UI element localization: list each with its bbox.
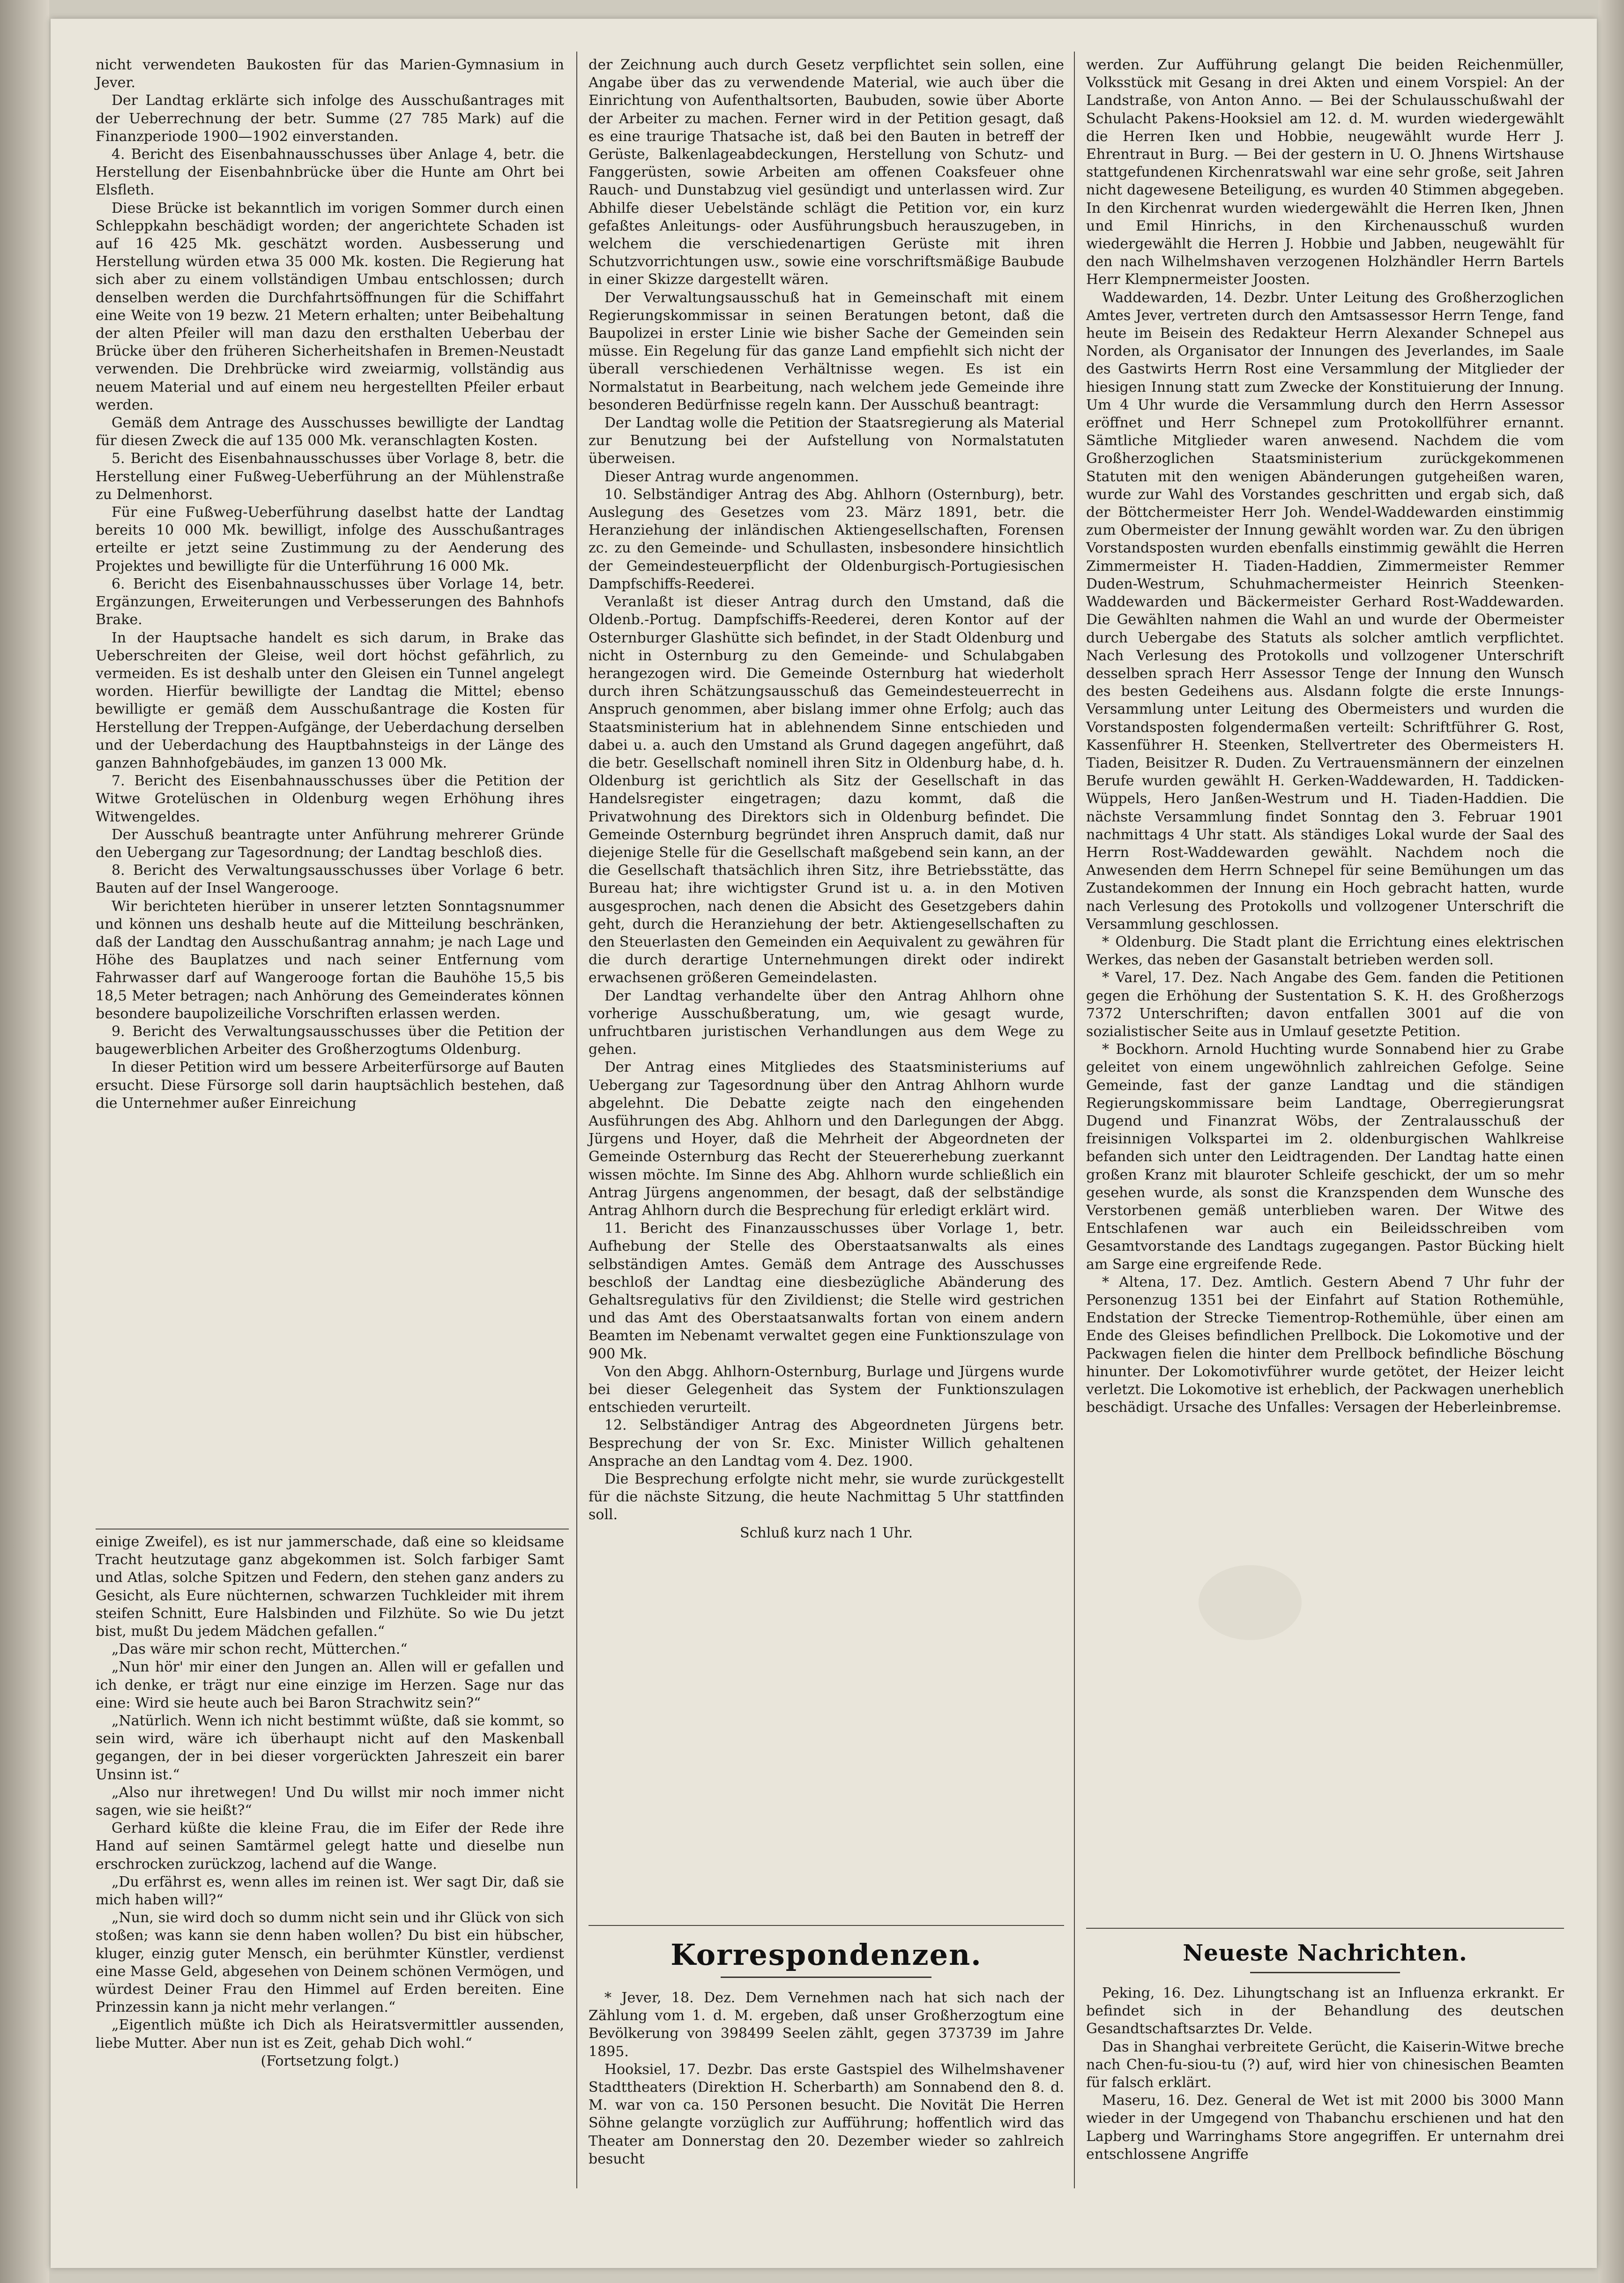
feuilleton-paragraph: „Natürlich. Wenn ich nicht bestimmt wüßte, daß sie kommt, so sein wird, wäre ich überhaupt nicht auf den Maskenball gegangen, der in bei dieser vorgerückten Jahreszeit ein barer Unsinn ist.“ (96, 1713, 564, 1783)
feuilleton-paragraph: „Nun hör' mir einer den Jungen an. Allen will er gefallen und ich denke, er trägt nur eine einzige im Herzen. Sage nur das eine: Wird sie heute auch bei Baron Strachwitz sein?“ (96, 1659, 564, 1711)
newspaper-page (51, 19, 1597, 2268)
article-paragraph: In dieser Petition wird um bessere Arbeiterfürsorge auf Bauten ersucht. Diese Fürsorge soll darin hauptsächlich bestehen, daß die Unternehmer außer Einreichung (96, 1059, 564, 1112)
feuilleton-paragraph: Gerhard küßte die kleine Frau, die im Eifer der Rede ihre Hand auf seinen Samtärmel gelegt hatte und dieselbe nun erschrocken zurückzog, lachend auf die Wange. (96, 1820, 564, 1873)
news-item: Das in Shanghai verbreitete Gerücht, die Kaiserin-Witwe breche nach Chen-fu-siou-tu (?) auf, wird hier von chinesischen Beamten für falsch erklärt. (1086, 2038, 1564, 2091)
article-paragraph: nicht verwendeten Baukosten für das Marien-Gymnasium in Jever. (96, 57, 564, 91)
article-paragraph: Gemäß dem Antrage des Ausschusses bewilligte der Landtag für diesen Zweck die auf 135 000 Mk. veranschlagten Kosten. (96, 415, 564, 449)
continuation-note: (Fortsetzung folgt.) (261, 2052, 399, 2069)
article-paragraph: Der Antrag eines Mitgliedes des Staatsministeriums auf Uebergang zur Tagesordnung über den Antrag Ahlhorn wurde abgelehnt. Die Debatte zeigte nach den eingehenden Ausführungen des Abg. Ahlhorn und den Darlegungen der Abgg. Jürgens und Hoyer, daß die Mehrheit der Abgeordneten der Gemeinde Osternburg das Recht der Steuererhebung zuerkannt wissen möchte. Im Sinne des Abg. Ahlhorn wurde schließlich ein Antrag Jürgens angenommen, der besagt, daß der selbständige Antrag Ahlhorn durch die Besprechung für erledigt erklärt wird. (589, 1059, 1064, 1219)
news-item: Maseru, 16. Dez. General de Wet ist mit 2000 bis 3000 Mann wieder in der Umgegend von Thabanchu erschienen und hat den Lapberg und Warringhams Store angegriffen. Er unternahm drei entschlossene Angriffe (1086, 2092, 1564, 2163)
article-paragraph: Der Landtag verhandelte über den Antrag Ahlhorn ohne vorherige Ausschußberatung, um, wie gesagt wurde, unfruchtbaren juristischen Verhandlungen aus dem Wege zu gehen. (589, 987, 1064, 1058)
article-paragraph: 10. Selbständiger Antrag des Abg. Ahlhorn (Osternburg), betr. Auslegung des Gesetzes vom 23. März 1891, betr. die Heranziehung der inländischen Aktiengesellschaften, Forensen zc. zu den Gemeinde- und Schullasten, insbesondere hinsichtlich der Gemeindesteuerpflicht der Oldenburgisch-Portugiesischen Dampfschiffs-Reederei. (589, 486, 1064, 592)
article-paragraph: Der Landtag wolle die Petition der Staatsregierung als Material zur Benutzung bei der Aufstellung von Normalstatuten überweisen. (589, 415, 1064, 467)
scan-edge-left (0, 0, 49, 2283)
article-paragraph: Für eine Fußweg-Ueberführung daselbst hatte der Landtag bereits 10 000 Mk. bewilligt, infolge des Ausschußantrages erteilte er jetzt seine Zustimmung zu der Aenderung des Projektes und bewilligte für die Unterführung 16 000 Mk. (96, 504, 564, 574)
article-paragraph: 5. Bericht des Eisenbahnausschusses über Vorlage 8, betr. die Herstellung einer Fußweg-Ueberführung an der Mühlenstraße zu Delmenhorst. (96, 450, 564, 503)
article-paragraph: * Altena, 17. Dez. Amtlich. Gestern Abend 7 Uhr fuhr der Personenzug 1351 bei der Einfahrt auf Station Rothemühle, Endstation der Strecke Tiementrop-Rothemühle, über einen am Ende des Gleises befindlichen Prellbock. Die Lokomotive und der Packwagen fielen die hinter dem Prellbock befindliche Böschung hinunter. Der Lokomotivführer wurde getötet, der Heizer leicht verletzt. Die Lokomotive ist erheblich, der Packwagen unerheblich beschädigt. Ursache des Unfalles: Versagen der Heberleinbremse. (1086, 1274, 1564, 1416)
column-2 (589, 56, 1064, 1542)
correspondence-section (589, 1989, 1064, 2168)
column-1 (96, 56, 564, 1112)
section-rule-col3 (1086, 1928, 1564, 1929)
article-paragraph: Dieser Antrag wurde angenommen. (604, 468, 859, 485)
article-paragraph: 7. Bericht des Eisenbahnausschusses über die Petition der Witwe Grotelüschen in Oldenburg wegen Erhöhung ihres Witwengeldes. (96, 773, 564, 825)
scan-edge-right (1598, 0, 1624, 2283)
article-paragraph: In der Hauptsache handelt es sich darum, in Brake das Ueberschreiten der Gleise, weil dort höchst gefährlich, zu vermeiden. Es ist deshalb unter den Gleisen ein Tunnel angelegt worden. Hierfür bewilligte der Landtag die Mittel; ebenso bewilligte er gemäß dem Ausschußantrage die Kosten für Herstellung der Treppen-Aufgänge, der Ueberdachung derselben und der Ueberdachung des Hauptbahnsteigs in der Länge des ganzen Bahnhofgebäudes, im ganzen 13 000 Mk. (96, 629, 564, 771)
article-paragraph: 6. Bericht des Eisenbahnausschusses über Vorlage 14, betr. Ergänzungen, Erweiterungen und Verbesserungen des Bahnhofs Brake. (96, 575, 564, 628)
article-paragraph: werden. Zur Aufführung gelangt Die beiden Reichenmüller, Volksstück mit Gesang in drei Akten und einem Vorspiel: An der Landstraße, von Anton Anno. — Bei der Schulausschußwahl der Schulacht Pakens-Hooksiel am 12. d. M. wurden wiedergewählt die Herren Iken und Hobbie, neugewählt wurde Herr J. Ehrentraut in Burg. — Bei der gestern in U. O. Jhnens Wirtshause stattgefundenen Kirchenratswahl war eine sehr große, seit Jahren nicht dagewesene Beteiligung, es wurden 40 Stimmen abgegeben. In den Kirchenrat wurden wiedergewählt die Herren Iken, Jhnen und Emil Hinrichs, in den Kirchenausschuß wurden wiedergewählt die Herren J. Hobbie und Jabben, neugewählt für den nach Wilhelmshaven verzogenen Holzhändler Herrn Bartels Herr Klempnermeister Joosten. (1086, 57, 1564, 288)
feuilleton-paragraph: „Du erfährst es, wenn alles im reinen ist. Wer sagt Dir, daß sie mich haben will?“ (96, 1873, 564, 1909)
session-close-note: Schluß kurz nach 1 Uhr. (739, 1524, 913, 1541)
column-3 (1086, 56, 1564, 1417)
heading-underline (1250, 1972, 1400, 1973)
article-paragraph: 11. Bericht des Finanzausschusses über Vorlage 1, betr. Aufhebung der Stelle des Oberstaatsanwalts als eines selbständigen Amtes. Gemäß dem Antrage des Ausschusses beschloß der Landtag eine diesbezügliche Abänderung des Gehaltsregulativs für den Zivildienst; die Stelle wird gestrichen und das Amt des Oberstaatsanwalts fortan von einem andern Beamten im Nebenamt verwaltet gegen eine Funktionszulage von 900 Mk. (589, 1220, 1064, 1362)
article-paragraph: 4. Bericht des Eisenbahnausschusses über Anlage 4, betr. die Herstellung der Eisenbahnbrücke über die Hunte am Ohrt bei Elsfleth. (96, 146, 564, 199)
feuilleton-paragraph: „Eigentlich müßte ich Dich als Heiratsvermittler aussenden, liebe Mutter. Aber nun ist es Zeit, gehab Dich wohl.“ (96, 2017, 564, 2052)
feuilleton-paragraph: einige Zweifel), es ist nur jammerschade, daß eine so kleidsame Tracht heutzutage ganz abgekommen ist. Solch farbiger Samt und Atlas, solche Spitzen und Federn, den stehen ganz anders zu Gesicht, als Eure nüchternen, schwarzen Tuchkleider mit ihrem steifen Schnitt, Eure Halsbinden und Filzhüte. So wie Du jetzt bist, mußt Du jedem Mädchen gefallen.“ (96, 1534, 564, 1640)
article-paragraph: Diese Brücke ist bekanntlich im vorigen Sommer durch einen Schleppkahn beschädigt worden; der angerichtete Schaden ist auf 16 425 Mk. geschätzt worden. Ausbesserung und Herstellung würden etwa 35 000 Mk. kosten. Die Regierung hat sich aber zu einem vollständigen Umbau entschlossen; durch denselben werden die Durchfahrtsöffnungen für die Schiffahrt eine Weite von 19 bezw. 21 Metern erhalten; unter Beibehaltung der alten Pfeiler will man dazu den ersthalten Ueberbau der Brücke über den früheren Sicherheitshafen in Bremen-Neustadt verwenden. Die Drehbrücke wird zweiarmig, vollständig aus neuem Material und auf einem neu hergestellten Pfeiler erbaut werden. (96, 200, 564, 413)
article-paragraph: Wir berichteten hierüber in unserer letzten Sonntagsnummer und können uns deshalb heute auf die Mitteilung beschränken, daß der Landtag den Ausschußantrag annahm; je nach Lage und Höhe des Bauplatzes und nach seiner Entfernung vom Fahrwasser darf auf Wangerooge fortan die Bauhöhe 15,5 bis 18,5 Meter betragen; nach Anhörung des Gemeinderates können besondere baupolizeiliche Vorschriften erlassen werden. (96, 898, 564, 1022)
article-paragraph: 9. Bericht des Verwaltungsausschusses über die Petition der baugewerblichen Arbeiter des Großherzogtums Oldenburg. (96, 1023, 564, 1058)
article-paragraph: Die Besprechung erfolgte nicht mehr, sie wurde zurückgestellt für die nächste Sitzung, die heute Nachmittag 5 Uhr stattfinden soll. (589, 1471, 1064, 1523)
article-paragraph: * Varel, 17. Dez. Nach Angabe des Gem. fanden die Petitionen gegen die Erhöhung der Sustentation S. K. H. des Großherzogs 7372 Unterschriften; davon entfallen 3001 auf die von sozialistischer Seite aus in Umlauf gesetzte Petition. (1086, 970, 1564, 1040)
column-rule-2 (1074, 52, 1075, 2188)
feuilleton-paragraph: „Nun, sie wird doch so dumm nicht sein und ihr Glück von sich stoßen; was kann sie denn haben wollen? Du bist ein hübscher, kluger, einzig guter Mensch, ein berühmter Künstler, verdienst eine Masse Geld, abgesehen von Deinem schönen Vermögen, und würdest Deiner Frau den Himmel auf Erden bereiten. Eine Prinzessin kann ja nicht mehr verlangen.“ (96, 1910, 564, 2016)
correspondence-item: * Jever, 18. Dez. Dem Vernehmen nach hat sich nach der Zählung vom 1. d. M. ergeben, daß unser Großherzogtum eine Bevölkerung von 398499 Seelen zählt, gegen 373739 im Jahre 1895. (589, 1990, 1064, 2060)
article-paragraph: * Bockhorn. Arnold Huchting wurde Sonnabend hier zu Grabe geleitet von einem ungewöhnlich zahlreichen Gefolge. Seine Gemeinde, fast der ganze Landtag und die ständigen Regierungskommissare beim Landtage, Oberregierungsrat Dugend und Finanzrat Wöbs, der Zentralausschuß der freisinnigen Volkspartei im 2. oldenburgischen Wahlkreise befanden sich unter den Leidtragenden. Der Landtag hatte einen großen Kranz mit blauroter Schleife geschickt, der um so mehr gesehen wurde, als sonst die Kranzspenden dem Wunsche des Verstorbenen gemäß unterblieben waren. Der Witwe des Entschlafenen war auch ein Beileidsschreiben vom Gesamtvorstande des Landtags zugegangen. Pastor Bücking hielt am Sarge eine ergreifende Rede. (1086, 1041, 1564, 1273)
column-rule-1 (576, 52, 577, 2188)
article-paragraph: 8. Bericht des Verwaltungsausschusses über Vorlage 6 betr. Bauten auf der Insel Wangerooge. (96, 862, 564, 897)
article-paragraph: Von den Abgg. Ahlhorn-Osternburg, Burlage und Jürgens wurde bei dieser Gelegenheit das System der Funktionszulagen entschieden verurteilt. (589, 1363, 1064, 1416)
correspondence-item: Hooksiel, 17. Dezbr. Das erste Gastspiel des Wilhelmshavener Stadttheaters (Direktion H. Scherbarth) am Sonnabend den 8. d. M. war von ca. 150 Personen besucht. Die Novität Die Herren Söhne gelangte vorzüglich zur Aufführung; hoffentlich wird das Theater am Donnerstag den 20. Dezember wieder so zahlreich besucht (589, 2061, 1064, 2167)
correspondence-heading: Korrespondenzen. (670, 1938, 982, 1972)
paper-stain (1199, 1565, 1302, 1640)
feuilleton (96, 1533, 564, 2070)
feuilleton-paragraph: „Das wäre mir schon recht, Mütterchen.“ (112, 1641, 408, 1658)
article-paragraph: Veranlaßt ist dieser Antrag durch den Umstand, daß die Oldenb.-Portug. Dampfschiffs-Reederei, deren Kontor auf der Osternburger Glashütte sich befindet, in der Stadt Oldenburg und nicht in Osternburg zu den Gemeinde- und Schulabgaben herangezogen wird. Die Gemeinde Osternburg hat wiederholt durch ihren Schätzungsausschuß das Gemeindesteuerrecht in Anspruch genommen, aber bislang immer ohne Erfolg; auch das Staatsministerium hat in ablehnendem Sinne entschieden und dabei u. a. auch den Umstand als Grund dagegen angeführt, daß die betr. Gesellschaft nominell ihren Sitz in Oldenburg habe, d. h. Oldenburg ist gerichtlich als Sitz der Gesellschaft in das Handelsregister eingetragen; dazu kommt, daß die Privatwohnung des Direktors sich in Oldenburg befindet. Die Gemeinde Osternburg begründet ihren Anspruch damit, daß nur diejenige Stelle für die Gesellschaft maßgebend sein kann, an der die Gesellschaft thatsächlich ihren Sitz, ihre Betriebsstätte, das Bureau hat; ihre wichtigster Grund ist u. a. in den Motiven ausgesprochen, nach denen die Absicht des Gesetzgebers dahin geht, durch die Heranziehung der betr. Aktiengesellschaften zu den Steuerlasten den Gemeinden ein Aequivalent zu gewähren für die durch derartige Unternehmungen direkt oder indirekt erwachsenen größeren Gemeindelasten. (589, 594, 1064, 986)
article-paragraph: 12. Selbständiger Antrag des Abgeordneten Jürgens betr. Besprechung der von Sr. Exc. Minister Willich gehaltenen Ansprache an den Landtag vom 4. Dez. 1900. (589, 1417, 1064, 1470)
news-heading: Neueste Nachrichten. (1183, 1940, 1468, 1966)
feuilleton-paragraph: „Also nur ihretwegen! Und Du willst mir noch immer nicht sagen, wie sie heißt?“ (96, 1784, 564, 1819)
article-paragraph: Der Ausschuß beantragte unter Anführung mehrerer Gründe den Uebergang zur Tagesordnung; der Landtag beschloß dies. (96, 826, 564, 861)
news-section (1086, 1985, 1564, 2164)
article-paragraph: * Oldenburg. Die Stadt plant die Errichtung eines elektrischen Werkes, das neben der Gasanstalt betrieben werden soll. (1086, 933, 1564, 969)
news-item: Peking, 16. Dez. Lihungtschang ist an Influenza erkrankt. Er befindet sich in der Behandlung des deutschen Gesandtschaftsarztes Dr. Velde. (1086, 1985, 1564, 2037)
heading-underline (721, 1977, 931, 1978)
article-paragraph: Der Verwaltungsausschuß hat in Gemeinschaft mit einem Regierungskommissar in seinen Beratungen betont, daß die Baupolizei in erster Linie wie bisher Sache der Gemeinden sein müsse. Ein Regelung für das ganze Land empfiehlt sich nicht der überall verschiedenen Verhältnisse wegen. Es ist ein Normalstatut in Bearbeitung, nach welchem jede Gemeinde ihre besonderen Bedürfnisse regeln kann. Der Ausschuß beantragt: (589, 289, 1064, 413)
article-paragraph: Waddewarden, 14. Dezbr. Unter Leitung des Großherzoglichen Amtes Jever, vertreten durch den Amtsassessor Herrn Tenge, fand heute im Beisein des Redakteur Herrn Alexander Schnepel aus Norden, als Organisator der Innungen des Jeverlandes, im Saale des Gastwirts Herrn Rost eine Versammlung der Mitglieder der hiesigen Innung statt zum Zwecke der Konstituierung der Innung. Um 4 Uhr wurde die Versammlung durch den Herrn Assessor eröffnet und Herr Schnepel zum Protokollführer ernannt. Sämtliche Mitglieder waren anwesend. Nachdem die vom Großherzoglichen Staatsministerium zurückgekommenen Statuten mit den wenigen Abänderungen gutgeheißen waren, wurde zur Wahl des Vorstandes geschritten und ergab sich, daß der Böttchermeister Herr Joh. Wendel-Waddewarden einstimmig zum Obermeister der Innung gewählt worden war. Zu den übrigen Vorstandsposten wurden ebenfalls einstimmig gewählt die Herren Zimmermeister H. Tiaden-Haddien, Zimmermeister Remmer Duden-Westrum, Schuhmachermeister Heinrich Steenken-Waddewarden und Bäckermeister Gerhard Rost-Waddewarden. Die Gewählten nahmen die Wahl an und wurde der Obermeister durch Uebergabe des Statuts als solcher amtlich verpflichtet. Nach Verlesung des Protokolls und vollzogener Unterschrift desselben sprach Herr Assessor Tenge der Innung den Wunsch des besten Gedeihens aus. Alsdann folgte die erste Innungs-Versammlung unter Leitung des Obermeisters und wurden die Vorstandsposten folgendermaßen verteilt: Schriftführer G. Rost, Kassenführer H. Steenken, Stellvertreter des Obermeisters H. Tiaden, Beisitzer R. Duden. Zu Vertrauensmännern der einzelnen Berufe wurden gewählt H. Gerken-Waddewarden, H. Taddicken-Wüppels, Hero Janßen-Westrum und H. Tiaden-Haddien. Die nächste Versammlung findet Sonntag den 3. Februar 1901 nachmittags 4 Uhr statt. Als ständiges Lokal wurde der Saal des Herrn Rost-Waddewarden gewählt. Nachdem noch die Anwesenden dem Herrn Schnepel für seine Bemühungen um das Zustandekommen der Innung ein Hoch gebracht hatten, wurde nach Verlesung des Protokolls und vollzogener Unterschrift die Versammlung geschlossen. (1086, 289, 1564, 933)
article-paragraph: der Zeichnung auch durch Gesetz verpflichtet sein sollen, eine Angabe über das zu verwendende Material, wie auch über die Einrichtung von Aufenthaltsorten, Baubuden, sowie über Aborte der Arbeiter zu machen. Ferner wird in der Petition gesagt, daß es eine traurige Thatsache ist, daß bei den Bauten in betreff der Gerüste, Balkenlageabdeckungen, Herstellung von Schutz- und Fanggerüsten, sowie Arbeiten am offenen Coaksfeuer ohne Rauch- und Dunstabzug viel gesündigt und unterlassen wird. Zur Abhilfe dieser Uebelstände schlägt die Petition vor, ein kurz gefaßtes Anleitungs- oder Ausführungsbuch herauszugeben, in welchem die verschiedenartigen Gerüste mit ihren Schutzvorrichtungen usw., sowie eine vorschriftsmäßige Baubude in einer Skizze dargestellt wären. (589, 57, 1064, 288)
section-rule-col2 (589, 1925, 1064, 1926)
article-paragraph: Der Landtag erklärte sich infolge des Ausschußantrages mit der Ueberrechnung der betr. Summe (27 785 Mark) auf die Finanzperiode 1900—1902 einverstanden. (96, 92, 564, 145)
